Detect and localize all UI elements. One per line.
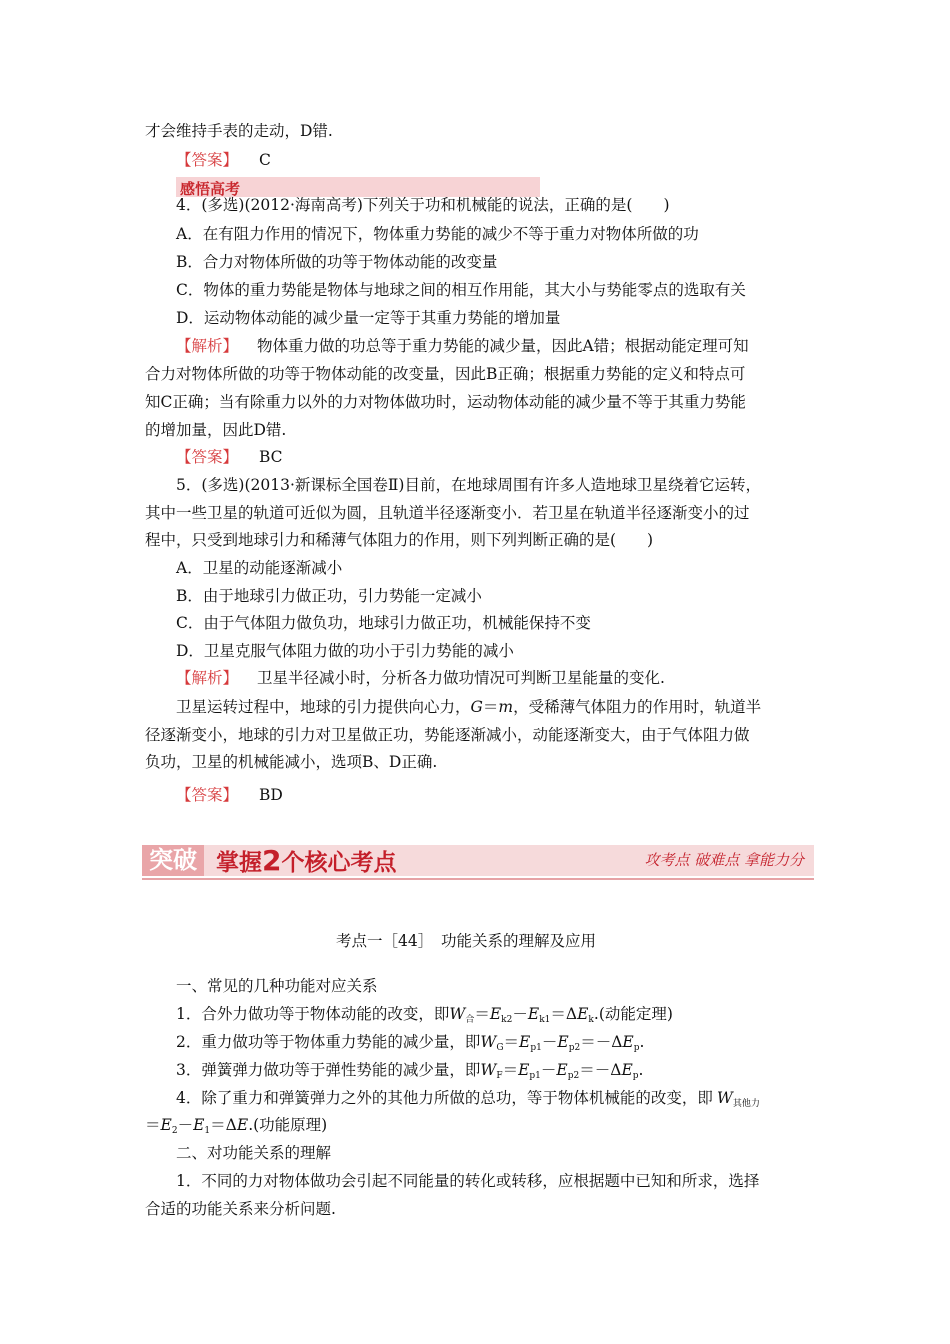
equals: ＝ [145,1116,161,1134]
topic-item-4-cont [145,1115,327,1141]
q5-analysis-line1 [176,668,665,688]
subscript: 其他力 [732,1099,760,1109]
insight-banner [176,177,540,197]
section-title-number: 2 [262,844,282,877]
q5-answer-line [176,785,283,805]
item-text: .(动能定理) [593,1005,673,1023]
q5-stem-line1: 5．(多选)(2013·新课标全国卷Ⅱ)目前，在地球周围有许多人造地球卫星绕着它运转， [176,476,761,494]
q5-option-c: C．由于气体阻力做负功，地球引力做正功，机械能保持不变 [176,614,591,632]
q5-analysis-line2 [176,697,761,717]
minus: － [540,1061,557,1079]
topic-heading-2: 二、对功能关系的理解 [176,1144,332,1162]
topic-para-line1: 1．不同的力对物体做功会引起不同能量的转化或转移，应根据题中已知和所求，选择 [176,1172,760,1190]
subscript: p [633,1043,640,1053]
equals: ＝ [502,1061,519,1079]
q4-option-c: C．物体的重力势能是物体与地球之间的相互作用能，其大小与势能零点的选取有关 [176,281,746,299]
equals-delta: ＝Δ [210,1116,237,1134]
analysis-tag: 【解析】 [176,669,239,687]
answer-tag: 【答案】 [176,448,239,466]
var-g: G [470,698,483,716]
q5-stem-line3: 程中，只受到地球引力和稀薄气体阻力的作用，则下列判断正确的是( ) [145,531,654,549]
var-m: m [498,698,514,716]
q4-analysis-line4: 的增加量，因此D错. [145,421,287,439]
q4-answer-line [176,447,283,467]
subscript: 2 [171,1126,178,1136]
item-text: 4．除了重力和弹簧弹力之外的其他力所做的总功，等于物体机械能的改变，即 [176,1089,713,1107]
var-w: W [716,1089,733,1107]
q4-analysis-line2: 合力对物体所做的功等于物体动能的改变量，因此B正确；根据重力势能的定义和特点可 [145,365,746,383]
var-e: E [518,1061,530,1079]
analysis-text: 物体重力做的功总等于重力势能的减少量，因此A错；根据动能定理可知 [256,337,749,355]
section-title-text: 个核心考点 [281,850,397,876]
q5-analysis-line4: 负功，卫星的机械能减小，选项B、D正确. [145,753,438,771]
q3-tail-text: 才会维持手表的走动，D错. [145,122,333,140]
var-e: E [519,1033,531,1051]
var-e: E [160,1116,172,1134]
topic-para-line2: 合适的功能关系来分析问题. [145,1200,336,1218]
subscript: F [496,1071,503,1081]
item-text: . [639,1033,645,1051]
var-e: E [236,1116,249,1134]
q5-stem-line2: 其中一些卫星的轨道可近似为圆，且轨道半径逐渐变小．若卫星在轨道半径逐渐变小的过 [145,504,750,522]
minus: － [512,1005,528,1023]
equals: ＝ [482,698,499,716]
section-banner-tag: 突破 [142,845,204,876]
var-w: W [480,1033,497,1051]
topic-heading-1: 一、常见的几种功能对应关系 [176,977,378,995]
var-w: W [449,1005,466,1023]
analysis-text: 卫星半径减小时，分析各力做功情况可判断卫星能量的变化. [256,669,665,687]
item-text: . [638,1061,644,1079]
section-title-text: 掌握 [216,850,262,876]
topic-item-3 [176,1060,643,1086]
subscript: p1 [529,1071,541,1081]
subscript: 合 [465,1015,475,1025]
answer-value: BD [258,786,283,804]
minus: － [177,1116,194,1134]
subscript: G [496,1043,504,1053]
analysis-text: ，受稀薄气体阻力的作用时，轨道半 [513,698,762,716]
topic-item-1 [176,1004,673,1030]
var-e: E [527,1005,540,1023]
answer-value: C [258,151,271,169]
equals: ＝ [474,1005,490,1023]
q5-analysis-line3: 径逐渐变小，地球的引力对卫星做正功，势能逐渐减小，动能逐渐变大，由于气体阻力做 [145,726,750,744]
var-e: E [621,1061,633,1079]
analysis-tag: 【解析】 [176,337,239,355]
var-e: E [577,1005,589,1023]
minus: － [541,1033,558,1051]
topic-title: 考点一［44］ 功能关系的理解及应用 [336,932,596,950]
section-banner-underline [142,878,814,880]
var-e: E [556,1061,568,1079]
answer-value: BC [258,448,283,466]
subscript: p2 [568,1043,581,1053]
item-text: 3．弹簧弹力做功等于弹性势能的减少量，即 [176,1061,481,1079]
q5-option-d: D．卫星克服气体阻力做的功小于引力势能的减小 [176,642,514,660]
q4-option-d: D．运动物体动能的减少量一定等于其重力势能的增加量 [176,309,561,327]
equals: ＝ [503,1033,520,1051]
q4-stem: 4．(多选)(2012·海南高考)下列关于功和机械能的说法，正确的是( ) [176,196,670,214]
var-e: E [193,1116,205,1134]
answer-tag: 【答案】 [176,786,239,804]
section-banner-right: 攻考点 破难点 拿能力分 [644,851,804,869]
answer-tag: 【答案】 [176,151,239,169]
subscript: p1 [530,1043,542,1053]
item-text: .(功能原理) [248,1116,328,1134]
subscript: p2 [567,1071,580,1081]
equals-delta: ＝－Δ [580,1033,623,1051]
var-e: E [557,1033,569,1051]
equals-delta: ＝－Δ [579,1061,622,1079]
equals-delta: ＝Δ [550,1005,578,1023]
q5-option-a: A．卫星的动能逐渐减小 [176,559,343,577]
section-banner-title [216,845,396,879]
subscript: p [632,1071,639,1081]
subscript: 1 [204,1126,211,1136]
subscript: k1 [539,1015,551,1025]
topic-item-4 [176,1088,760,1114]
topic-item-2 [176,1032,644,1058]
q4-option-b: B．合力对物体所做的功等于物体动能的改变量 [176,253,498,271]
q3-answer-line [176,150,271,170]
insight-banner-label: 感悟高考 [180,180,241,198]
section-banner [142,845,814,881]
analysis-text: 卫星运转过程中，地球的引力提供向心力， [176,698,471,716]
q4-analysis-line3: 知C正确；当有除重力以外的力对物体做功时，运动物体动能的减少量不等于其重力势能 [145,393,746,411]
q4-option-a: A．在有阻力作用的情况下，物体重力势能的减少不等于重力对物体所做的功 [176,225,699,243]
var-e: E [622,1033,634,1051]
subscript: k [588,1015,594,1025]
q4-analysis-line1 [176,336,749,356]
var-e: E [489,1005,502,1023]
item-text: 2．重力做功等于物体重力势能的减少量，即 [176,1033,481,1051]
item-text: 1．合外力做功等于物体动能的改变，即 [176,1005,450,1023]
subscript: k2 [501,1015,513,1025]
q5-option-b: B．由于地球引力做正功，引力势能一定减小 [176,587,482,605]
var-w: W [480,1061,497,1079]
